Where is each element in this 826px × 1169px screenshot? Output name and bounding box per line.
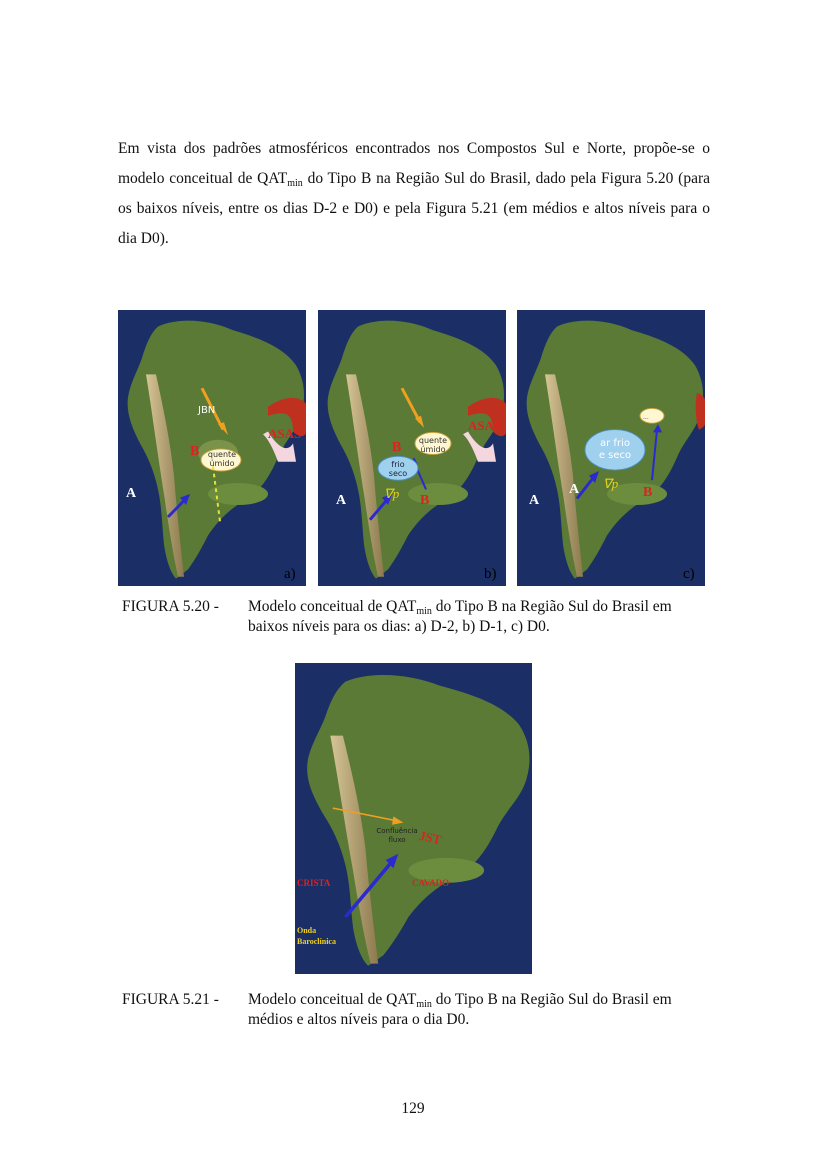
panel-a-letter: a): [284, 566, 296, 582]
figure-5-20-panel-c: [517, 310, 705, 586]
warm-humid-bubble: quente úmido: [418, 436, 448, 454]
baroclinic-wave-label: Onda Baroclínica: [297, 926, 336, 946]
intro-text-1: Em vista dos padrões atmosféricos encontrados nos Compostos Sul e Norte, propõe-se o modelo conceitual de QAT: [118, 140, 710, 187]
a-right-label: A: [569, 482, 580, 497]
jet-label: JST: [417, 827, 443, 848]
asas-label: ASAS: [268, 426, 302, 441]
figure-5-21-caption: [122, 990, 722, 1034]
cavado-label: CAVADO: [412, 878, 450, 888]
page-number: 129: [401, 1100, 425, 1117]
b-label: B: [643, 485, 653, 500]
panel-b-letter: b): [484, 566, 497, 582]
small-bubble-label: ...: [643, 414, 649, 421]
pressure-gradient-label: ∇p: [384, 486, 400, 501]
intro-sub: min: [287, 178, 303, 189]
b-low-label: B: [420, 493, 430, 508]
intro-text-2: do Tipo B na Região Sul do Brasil, dado pela Figura 5.20 (para os baixos níveis, entre os dias D-2 e D0) e pela Figura 5.21 (em médios e altos níveis para o dia D0).: [118, 170, 710, 247]
warm-humid-bubble: quente úmido: [207, 450, 237, 468]
b-top-label: B: [392, 440, 402, 455]
figure-5-20-caption: [122, 597, 722, 641]
figure-5-20-caption-text: Modelo conceitual de $QAT_{min}$ do Tipo B na Região Sul do Brasil em baixos níveis para os dias: a) D-2, b) D-1, c) D0.: [248, 598, 672, 635]
a-label: A: [126, 486, 137, 501]
a-label: A: [336, 493, 347, 508]
b-label: B: [190, 444, 200, 459]
crista-label: CRISTA: [297, 878, 331, 888]
panel-c-letter: c): [683, 566, 695, 582]
figure-5-20-panel-b: [318, 310, 506, 586]
confluence-label: Confluência fluxo: [376, 827, 418, 844]
figure-5-21-map: [295, 663, 532, 974]
a-left-label: A: [529, 493, 540, 508]
pressure-gradient-label: ∇p: [603, 476, 619, 491]
intro-paragraph: [118, 134, 710, 254]
cold-dry-bubble: frio seco: [388, 460, 408, 478]
jbn-label: JBN: [198, 405, 216, 416]
cold-dry-air-bubble: ar frio e seco: [598, 438, 632, 461]
figure-5-20-label: FIGURA 5.20 -: [122, 598, 219, 615]
figure-5-20-panel-a: [118, 310, 306, 586]
figure-5-21-caption-text: Modelo conceitual de $QAT_{min}$ do Tipo B na Região Sul do Brasil em médios e altos níveis para o dia D0.: [248, 991, 672, 1028]
figure-5-21-label: FIGURA 5.21 -: [122, 991, 219, 1008]
asas-label: ASAS: [468, 418, 502, 433]
